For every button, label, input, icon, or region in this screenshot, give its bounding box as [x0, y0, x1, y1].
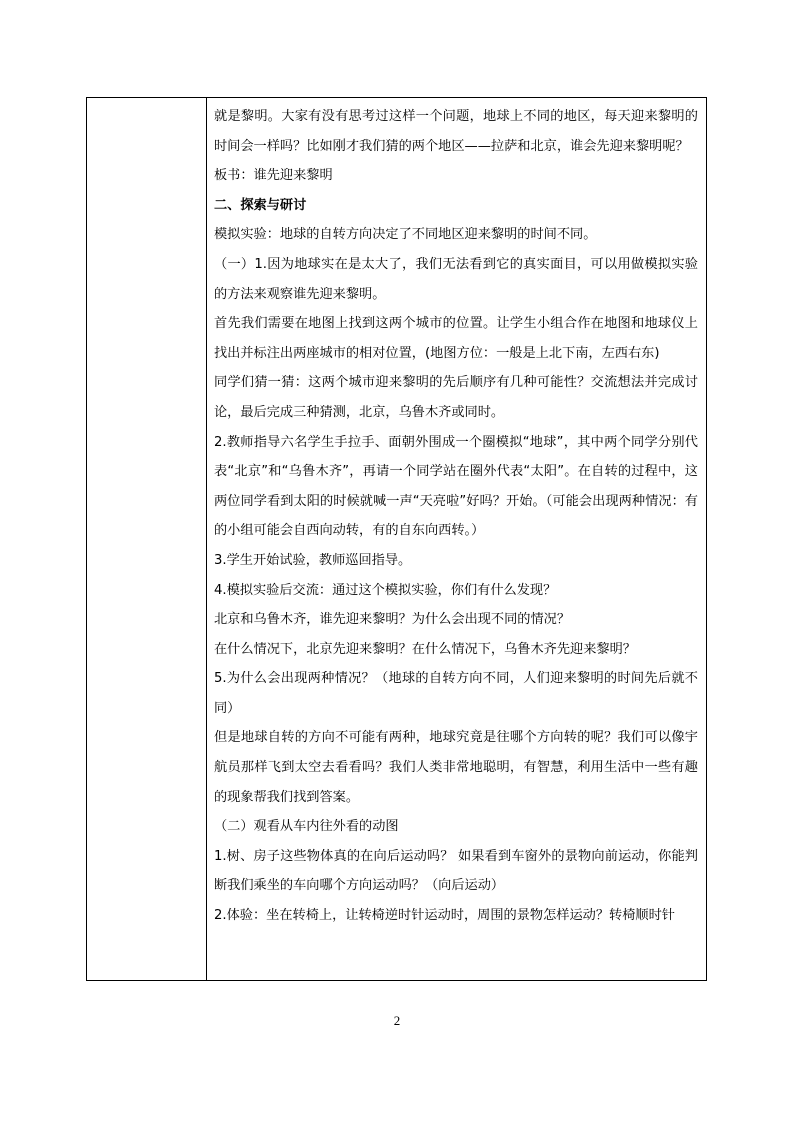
paragraph: 2.体验：坐在转椅上，让转椅逆时针运动时，周围的景物怎样运动？转椅顺时针 — [214, 908, 675, 924]
paragraph: 2.教师指导六名学生手拉手、面朝外围成一个圈模拟“地球”，其中两个同学分别代表“北京”和“乌鲁木齐”，再请一个同学站在圈外代表“太阳”。在自转的过程中，这两位同学看到太阳的时候就喊一声“天亮啦”好吗？开始。（可能会出现两种情况：有的小组可能会自西向动转，有的自东向西转。） — [214, 434, 698, 539]
paragraph: 4.模拟实验后交流：通过这个模拟实验，你们有什么发现？ — [214, 582, 557, 598]
paragraph: 在什么情况下，北京先迎来黎明？在什么情况下，乌鲁木齐先迎来黎明？ — [214, 641, 636, 657]
lesson-table — [86, 97, 707, 981]
paragraph: 模拟实验：地球的自转方向决定了不同地区迎来黎明的时间不同。 — [214, 227, 597, 243]
paragraph: 5.为什么会出现两种情况？（地球的自转方向不同，人们迎来黎明的时间先后就不同） — [214, 671, 698, 716]
page-number: 2 — [393, 1013, 401, 1028]
paragraph: 就是黎明。大家有没有思考过这样一个问题，地球上不同的地区，每天迎来黎明的时间会一样吗？比如刚才我们猜的两个地区——拉萨和北京，谁会先迎来黎明呢？ — [214, 109, 698, 154]
paragraph: 北京和乌鲁木齐，谁先迎来黎明？为什么会出现不同的情况？ — [214, 612, 571, 628]
paragraph: （一）1.因为地球实在是太大了，我们无法看到它的真实面目，可以用做模拟实验的方法来观察谁先迎来黎明。 — [214, 256, 698, 302]
section-heading: 二、探索与研讨 — [214, 197, 307, 213]
paragraph: （二）观看从车内往外看的动图 — [214, 819, 399, 835]
paragraph: 1.树、房子这些物体真的在向后运动吗？ 如果看到车窗外的景物向前运动，你能判断我们乘坐的车向哪个方向运动吗？（向后运动） — [214, 848, 698, 894]
paragraph: 3.学生开始试验，教师巡回指导。 — [214, 552, 412, 568]
paragraph: 同学们猜一猜：这两个城市迎来黎明的先后顺序有几种可能性？交流想法并完成讨论，最后完成三种猜测，北京，乌鲁木齐或同时。 — [214, 375, 698, 420]
paragraph: 板书：谁先迎来黎明 — [214, 168, 333, 184]
content-cell — [207, 98, 707, 981]
table-row — [87, 98, 707, 981]
paragraph: 首先我们需要在地图上找到这两个城市的位置。让学生小组合作在地图和地球仪上找出并标注出两座城市的相对位置，(地图方位：一般是上北下南，左西右东) — [214, 316, 698, 361]
content-paragraphs — [214, 102, 698, 931]
paragraph: 但是地球自转的方向不可能有两种，地球究竟是往哪个方向转的呢？我们可以像宇航员那样飞到太空去看看吗？我们人类非常地聪明，有智慧，利用生活中一些有趣的现象帮我们找到答案。 — [214, 730, 698, 805]
left-column-cell — [87, 98, 207, 981]
